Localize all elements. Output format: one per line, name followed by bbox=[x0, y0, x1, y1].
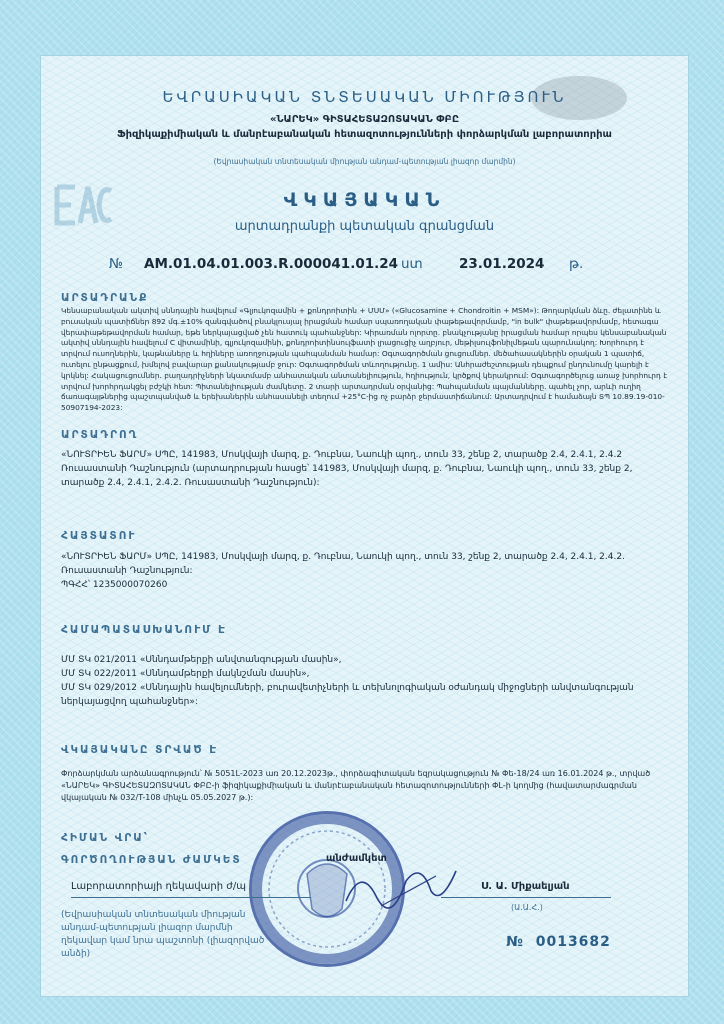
manufacturer-text: «ՆՈՒՏՐԻԵՆ ՖԱՐՄ» ՍՊԸ, 141983, Մոսկվայի մարզ, ք. Դուբնա, Նաուկի պող., տուն 33, շենք 2, տարածք 2.4, 2.4.1, 2.4.2 Ռուսաստանի Դաշնություն (արտադրության հասցե՝ 141983, Մոսկվայի մարզ, ք. Դուբնա, Նաուկի պող., տուն 33, շենք 2, տարածք 2.4, 2.4.1, 2.4.2. Ռուսաստանի Դաշնություն): bbox=[61, 450, 633, 488]
document-title: ՎԿԱՅԱԿԱՆ bbox=[283, 189, 446, 211]
name-underline bbox=[441, 897, 611, 898]
validity-basis-label: ՀԻՄԱՆ ՎՐԱ՝ bbox=[61, 832, 150, 844]
registration-number: AM.01.04.01.003.R.000041.01.24 bbox=[144, 256, 399, 272]
issued-text: Փորձարկման արձանագրություն՝ № 5051L-2023 առ 20.12.2023թ., փորձագիտական եզրակացություն № Փե-18/24 առ 16.01.2024 թ., տրված «ՆԱՐԵԿ» ԳԻՏԱՀԵՏԱԶՈՏԱԿԱՆ ՓԲԸ-ի ֆիզիկաքիմիական և մանրէաբանական հետազոտությունների ՓԼ-ի կողմից (հավատարմագրման վկայական № 032/T-108 մինչև 05.05.2027 թ.): bbox=[61, 769, 651, 802]
compliance-heading: ՀԱՄԱՊԱՏԱՍԽԱՆՈՒՄ Է bbox=[61, 624, 227, 636]
number-label: № bbox=[109, 256, 124, 272]
signer-role: Լաբորատորիայի ղեկավարի ժ/պ bbox=[71, 881, 246, 892]
applicant-text: «ՆՈՒՏՐԻԵՆ ՖԱՐՄ» ՍՊԸ, 141983, Մոսկվայի մարզ, ք. Դուբնա, Նաուկի պող., տուն 33, շենք 2, տարածք 2.4, 2.4.1, 2.4.2. Ռուսաստանի Դաշնություն: bbox=[61, 552, 625, 576]
compliance-line: ՄՄ ՏԿ 029/2012 «Սննդային հավելումների, բուրավետիչների և տեխնոլոգիական օժանդակ միջոցների անվտանգության ներկայացվող պահանջներ»: bbox=[61, 683, 634, 707]
manufacturer-heading: ԱՐՏԱԴՐՈՂ bbox=[61, 429, 139, 441]
date-label: ստ bbox=[401, 256, 423, 272]
year-suffix: թ. bbox=[569, 256, 584, 272]
compliance-line: ՄՄ ՏԿ 022/2011 «Սննդամթերքի մակնշման մասին», bbox=[61, 669, 310, 679]
product-text: Կենսաբանական ակտիվ սննդային հավելում «Գլյուկոզամին + քոնդրոիտին + ՄՍՄ» («Glucosamine + Chondroitin + MSM»): Թողարկման ձևը. ժելատինե և բուսական պատիճներ 892 մգ.±10% զանգվածով բնակլուսյալ իրացման համար սպառողական փաթեթավորմամբ, "in bulk" փաթեթավորմամբ, հետագա վերափաթեթավորման համար, եթե ներկայացված չեն հատուկ պահանջներ: Կիրառման ոլորտը. բնակչությանը իրացման համար որպես կենսաբանական ակտիվ սննդային հավելում C վիտամինի, գլյուկոզամինի, քոնդրոիտինսուլֆատի լրացուցիչ աղբյուր, մեթիլսուլֆոնիլմեթան պարունակող: Խորհուրդ է տրվում ուսողներին, կաթնաները և հղիները առողջության պահպանման համար: Օգտագործման ցուցումներ. մեծահասակներին օրական 1 պատիճ, ուտելու ընթացքում, խմելով բավարար քանակությամբ ջուր: Օգտագործման տևողությունը. 1 ամիս: Անհրաժեշտության դեպքում ընդունումը կարելի է կրկնել: Հակացուցումներ. բաղադրիչների նկատմամբ անհատական անտանելիություն, հղիություն, կրծքով կերակրում: Օգտագործելուց առաջ խորհուրդ է տրվում խորհրդակցել բժշկի հետ: Պիտանելիության ժամկետը. 2 տարի արտադրման օրվանից: Պահպանման պայմանները. պահել չոր, արևի ուղիղ ճառագայթներից պաշտպանված և երեխաներին անհասանելի տեղում +25°C-ից ոչ բարձր ջերմաստիճանում: Արտադրվում է համաձայն ՏՊ 10.89.19-010-50907194-2023: bbox=[61, 306, 668, 413]
serial-number-row bbox=[506, 934, 611, 950]
compliance-line: ՄՄ ՏԿ 021/2011 «Սննդամթերքի անվտանգության մասին», bbox=[61, 655, 342, 665]
document-subtitle: արտադրանքի պետական գրանցման bbox=[234, 219, 495, 234]
applicant-tin: ՊԳՀՀ՝ 1235000070260 bbox=[61, 580, 168, 590]
signer-name: Ս. Ա. Միքաելյան bbox=[481, 881, 570, 892]
serial-prefix: № bbox=[506, 934, 524, 950]
validity-term-value: անժամկետ bbox=[326, 853, 387, 864]
org-note: (Եվրասիական տնտեսական միության անդամ-պետության լիազոր մարմին) bbox=[213, 157, 516, 166]
signer-name-caption: (Ա.Ա.Հ.) bbox=[511, 903, 543, 912]
registration-date: 23.01.2024 bbox=[459, 256, 545, 272]
validity-term-label: ԳՈՐԾՈՂՈՒԹՅԱՆ ԺԱՄԿԵՏ bbox=[61, 854, 242, 866]
issued-heading: ՎԿԱՅԱԿԱՆԸ ՏՐՎԱԾ Է bbox=[61, 744, 219, 756]
applicant-heading: ՀԱՅՏԱՏՈՒ bbox=[61, 530, 137, 542]
product-heading: ԱՐՏԱԴՐԱՆՔ bbox=[61, 292, 149, 304]
certificate-panel bbox=[40, 55, 689, 997]
role-underline bbox=[71, 897, 311, 898]
signer-note: (Եվրասիական տնտեսական միության անդամ-պետության լիազոր մարմնի ղեկավար կամ նրա պաշտոնի (լիազորված անձի) bbox=[61, 910, 265, 959]
serial-number: 0013682 bbox=[535, 934, 611, 950]
org-name: «ՆԱՐԵԿ» ԳԻՏԱՀԵՏԱԶՈՏԱԿԱՆ ՓԲԸ bbox=[269, 114, 460, 125]
union-title: ԵՎՐԱՍԻԱԿԱՆ ՏՆՏԵՍԱԿԱՆ ՄԻՈՒԹՅՈՒՆ bbox=[162, 88, 567, 106]
signature-icon bbox=[341, 856, 461, 916]
lab-name: Ֆիզիկաքիմիական և մանրէաբանական հետազոտությունների փորձարկման լաբորատորիա bbox=[117, 129, 612, 140]
